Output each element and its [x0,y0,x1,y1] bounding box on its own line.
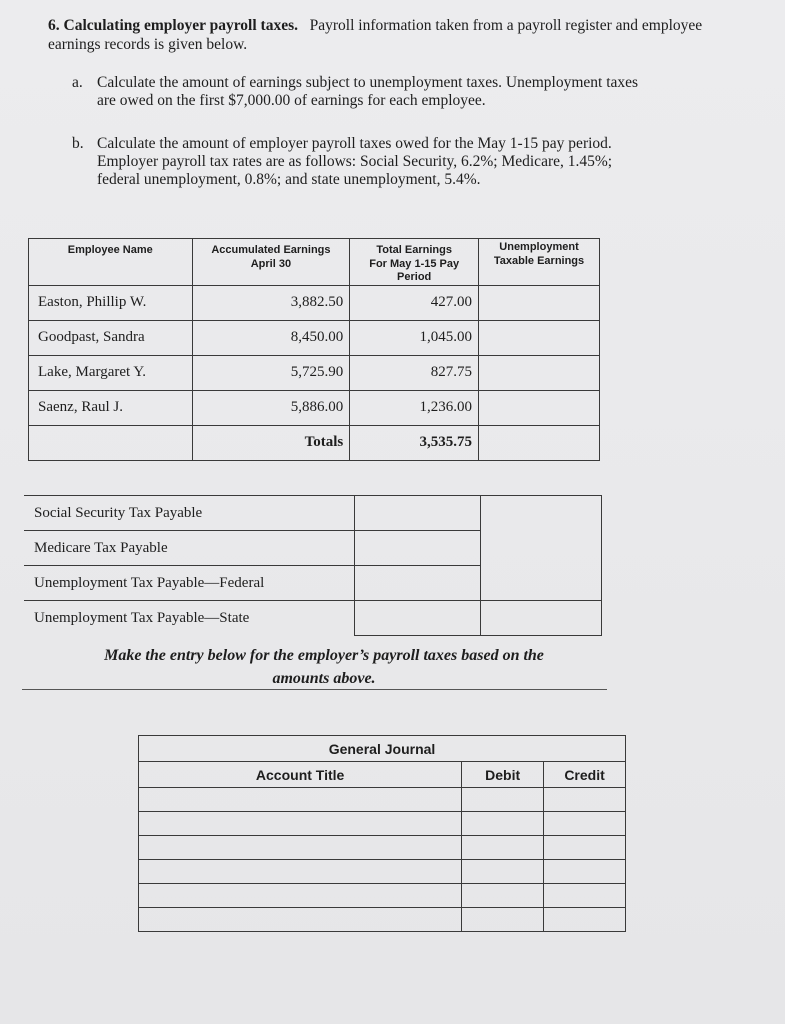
total-earnings: 827.75 [350,355,479,390]
table-row [29,285,600,320]
header-employee-name: Employee Name [29,239,193,286]
totals-taxable-cell[interactable] [479,425,600,460]
header-total-earnings: Total Earnings For May 1-15 Pay Period [350,239,479,286]
employee-name: Lake, Margaret Y. [29,355,193,390]
header-accumulated-earnings: Accumulated Earnings April 30 [192,239,350,286]
employee-name: Saenz, Raul J. [29,390,193,425]
debit-cell[interactable] [462,860,544,884]
credit-cell[interactable] [544,812,626,836]
social-security-amount-cell[interactable] [355,496,481,531]
totals-row [29,425,600,460]
account-title-cell[interactable] [139,860,462,884]
accumulated-earnings: 8,450.00 [192,320,350,355]
problem-title: 6. Calculating employer payroll taxes. [48,17,298,34]
medicare-amount-cell[interactable] [355,531,481,566]
problem-statement [48,16,728,54]
journal-row [139,812,626,836]
instruction-line-2: amounts above. [272,670,376,687]
journal-title-row [139,736,626,762]
journal-row [139,860,626,884]
credit-cell[interactable] [544,908,626,932]
debit-cell[interactable] [462,836,544,860]
taxable-earnings-cell[interactable] [479,390,600,425]
total-earnings: 427.00 [350,285,479,320]
part-a-line-2: are owed on the first $7,000.00 of earnings for each employee. [97,92,486,109]
credit-cell[interactable] [544,788,626,812]
tax-total-cell[interactable] [481,496,602,601]
problem-intro: Payroll information taken from a payroll register and employee earnings records is given below. [48,17,703,53]
account-title-cell[interactable] [139,884,462,908]
accumulated-earnings: 5,725.90 [192,355,350,390]
part-a-letter: a. [72,74,83,91]
tax-row [24,601,602,636]
credit-cell[interactable] [544,884,626,908]
part-b [72,135,732,193]
journal-row [139,788,626,812]
employee-name: Easton, Phillip W. [29,285,193,320]
account-title-cell[interactable] [139,908,462,932]
debit-cell[interactable] [462,908,544,932]
journal-header-row [139,762,626,788]
earnings-header-row [29,239,600,286]
taxable-earnings-cell[interactable] [479,320,600,355]
totals-label: Totals [192,425,350,460]
account-title-cell[interactable] [139,788,462,812]
totals-blank-cell [29,425,193,460]
table-row [29,320,600,355]
part-a [72,74,732,114]
header-debit: Debit [462,762,544,788]
journal-row [139,908,626,932]
accumulated-earnings: 3,882.50 [192,285,350,320]
general-journal-table [138,735,626,932]
table-row [29,390,600,425]
accumulated-earnings: 5,886.00 [192,390,350,425]
debit-cell[interactable] [462,884,544,908]
part-b-line-1: Calculate the amount of employer payroll taxes owed for the May 1-15 pay period. [97,135,612,152]
tax-payable-table [24,495,602,636]
header-credit: Credit [544,762,626,788]
part-b-line-2: Employer payroll tax rates are as follows: Social Security, 6.2%; Medicare, 1.45%; [97,153,613,170]
tax-total-bottom-cell[interactable] [481,601,602,636]
account-title-cell[interactable] [139,836,462,860]
total-earnings: 1,045.00 [350,320,479,355]
credit-cell[interactable] [544,836,626,860]
part-b-line-3: federal unemployment, 0.8%; and state unemployment, 5.4%. [97,171,481,188]
journal-row [139,884,626,908]
journal-instruction [44,644,604,690]
instruction-line-1: Make the entry below for the employer’s payroll taxes based on the [104,647,544,664]
instruction-divider [22,689,607,690]
header-account-title: Account Title [139,762,462,788]
header-unemployment-taxable: Unemployment Taxable Earnings [479,239,600,286]
state-unemployment-amount-cell[interactable] [355,601,481,636]
debit-cell[interactable] [462,788,544,812]
medicare-label: Medicare Tax Payable [24,531,355,566]
earnings-table [28,238,600,461]
taxable-earnings-cell[interactable] [479,355,600,390]
tax-row [24,496,602,531]
journal-row [139,836,626,860]
taxable-earnings-cell[interactable] [479,285,600,320]
totals-value: 3,535.75 [350,425,479,460]
state-unemployment-label: Unemployment Tax Payable—State [24,601,355,636]
account-title-cell[interactable] [139,812,462,836]
federal-unemployment-label: Unemployment Tax Payable—Federal [24,566,355,601]
total-earnings: 1,236.00 [350,390,479,425]
employee-name: Goodpast, Sandra [29,320,193,355]
table-row [29,355,600,390]
journal-title: General Journal [139,736,626,762]
credit-cell[interactable] [544,860,626,884]
debit-cell[interactable] [462,812,544,836]
federal-unemployment-amount-cell[interactable] [355,566,481,601]
social-security-label: Social Security Tax Payable [24,496,355,531]
part-a-line-1: Calculate the amount of earnings subject to unemployment taxes. Unemployment taxes [97,74,639,91]
part-b-letter: b. [72,135,84,152]
